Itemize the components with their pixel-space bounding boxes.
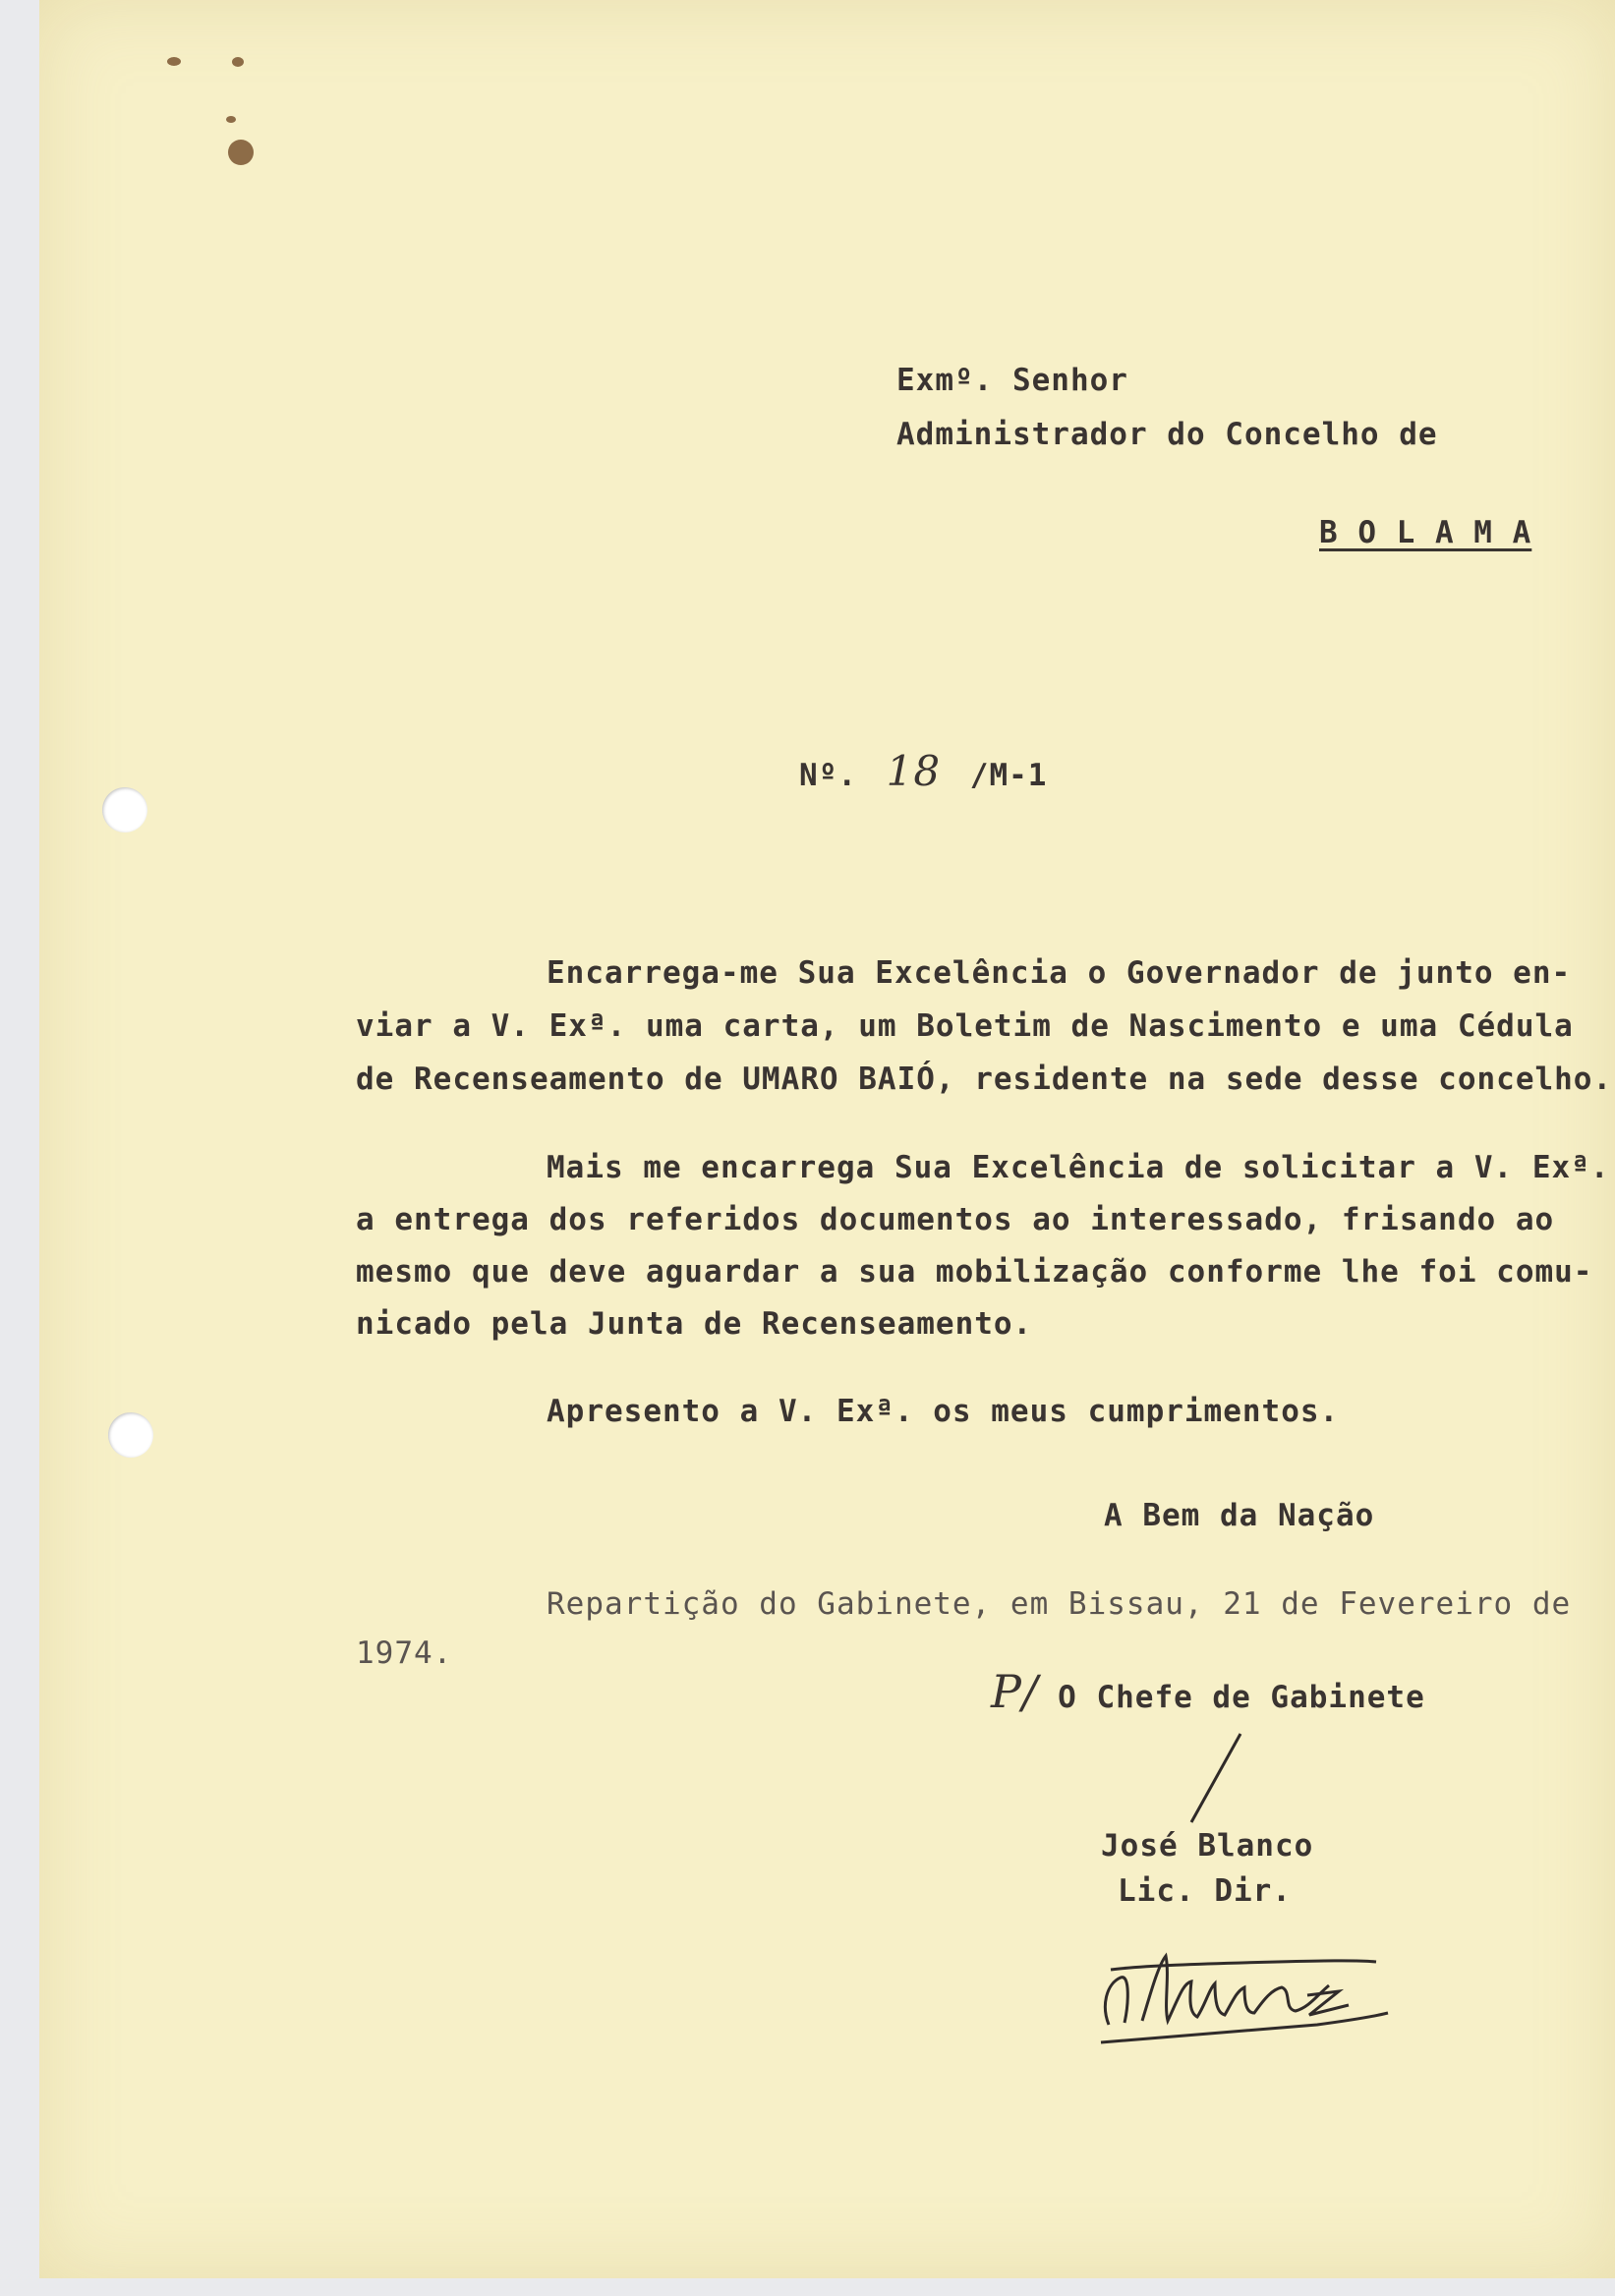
addressee-title: Administrador do Concelho de (896, 417, 1438, 452)
signature-stroke (1180, 1730, 1258, 1828)
paragraph-2-line-2: a entrega dos referidos documentos ao interessado, frisando ao (356, 1202, 1555, 1237)
addressee-place: B O L A M A (1319, 515, 1532, 550)
paragraph-1-line-2: viar a V. Exª. uma carta, um Boletim de Nascimento e uma Cédula (356, 1008, 1574, 1044)
reference-suffix: /M-1 (969, 758, 1048, 793)
paragraph-2-line-3: mesmo que deve aguardar a sua mobilização conforme lhe foi comu- (356, 1254, 1593, 1290)
closing-place-date: Repartição do Gabinete, em Bissau, 21 de Fevereiro de (547, 1586, 1572, 1622)
paragraph-1-line-3: de Recenseamento de UMARO BAIÓ, residente na sede desse concelho. (356, 1062, 1613, 1097)
punch-hole (102, 787, 147, 832)
signer-name: José Blanco (1101, 1828, 1314, 1864)
closing-year: 1974. (356, 1636, 453, 1671)
stain-mark (226, 116, 236, 123)
closing-role: O Chefe de Gabinete (1058, 1680, 1425, 1715)
document-page (39, 0, 1615, 2278)
reference-handwritten-number: 18 (886, 747, 942, 795)
signer-degree: Lic. Dir. (1118, 1873, 1292, 1909)
stain-mark (167, 57, 181, 66)
handwritten-signature (1081, 1926, 1396, 2054)
paragraph-2-line-1: Mais me encarrega Sua Excelência de solicitar a V. Exª. (547, 1150, 1610, 1185)
paragraph-1-line-1: Encarrega-me Sua Excelência o Governador de junto en- (547, 955, 1572, 991)
punch-hole (108, 1412, 153, 1458)
reference-number (799, 747, 1047, 795)
closing-role-line (991, 1665, 1425, 1718)
stain-mark (232, 57, 244, 67)
paragraph-2-line-4: nicado pela Junta de Recenseamento. (356, 1306, 1033, 1342)
stain-mark (228, 140, 254, 165)
paragraph-3: Apresento a V. Exª. os meus cumprimentos. (547, 1394, 1340, 1429)
reference-prefix: Nº. (799, 758, 857, 793)
closing-motto: A Bem da Nação (1104, 1498, 1375, 1533)
po-handwritten-mark: P/ (991, 1665, 1039, 1718)
addressee-salutation: Exmº. Senhor (896, 363, 1128, 398)
